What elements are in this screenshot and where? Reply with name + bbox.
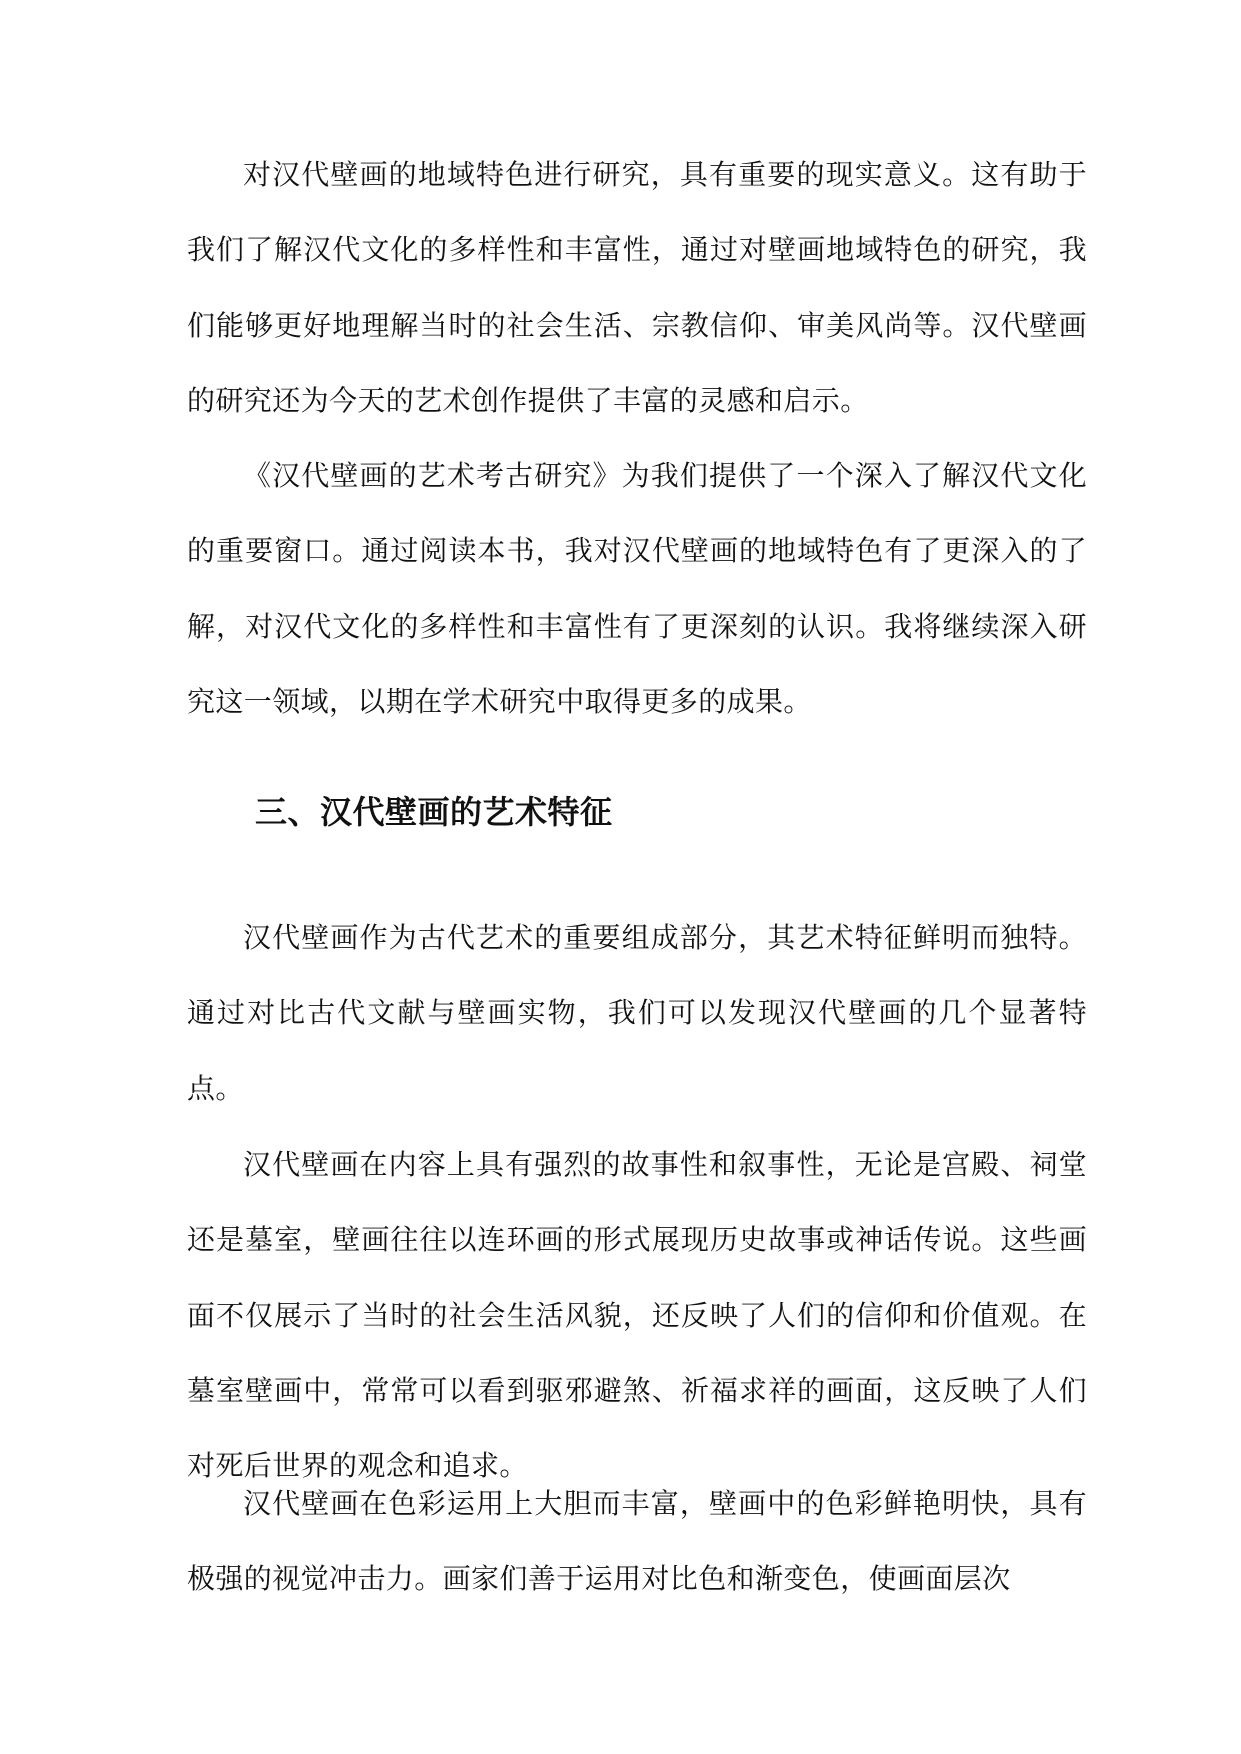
paragraph-artistic-features-intro: 汉代壁画作为古代艺术的重要组成部分，其艺术特征鲜明而独特。通过对比古代文献与壁画实物，我们可以发现汉代壁画的几个显著特点。 (187, 921, 1087, 1105)
paragraph-narrative-content: 汉代壁画在内容上具有强烈的故事性和叙事性，无论是宫殿、祠堂还是墓室，壁画往往以连环画的形式展现历史故事或神话传说。这些画面不仅展示了当时的社会生活风貌，还反映了人们的信仰和价值观。在墓室壁画中，常常可以看到驱邪避煞、祈福求祥的画面，这反映了人们对死后世界的观念和追求。 (187, 1148, 1087, 1483)
section-heading: 三、汉代壁画的艺术特征 (255, 793, 613, 831)
paragraph-color-usage: 汉代壁画在色彩运用上大胆而丰富，壁画中的色彩鲜艳明快，具有极强的视觉冲击力。画家们善于运用对比色和渐变色，使画面层次 (187, 1487, 1087, 1596)
paragraph-book-reflection: 《汉代壁画的艺术考古研究》为我们提供了一个深入了解汉代文化的重要窗口。通过阅读本书，我对汉代壁画的地域特色有了更深入的了解，对汉代文化的多样性和丰富性有了更深刻的认识。我将继续深入研究这一领域，以期在学术研究中取得更多的成果。 (187, 459, 1087, 718)
paragraph-regional-significance: 对汉代壁画的地域特色进行研究，具有重要的现实意义。这有助于我们了解汉代文化的多样性和丰富性，通过对壁画地域特色的研究，我们能够更好地理解当时的社会生活、宗教信仰、审美风尚等。汉代壁画的研究还为今天的艺术创作提供了丰富的灵感和启示。 (187, 158, 1087, 417)
